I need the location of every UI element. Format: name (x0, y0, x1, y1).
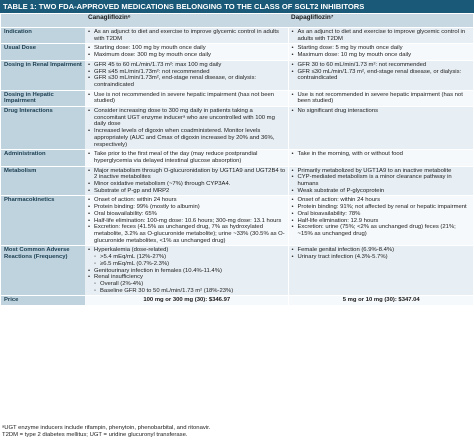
row-label: Pharmacokinetics (1, 196, 85, 246)
row-label: Most Common Adverse Reactions (Frequency) (1, 246, 85, 296)
canagliflozin-cell (85, 246, 288, 296)
header-blank (1, 14, 85, 28)
footnote-abbreviations: T2DM = type 2 diabetes mellitus; UGT = uridine glucuronyl transferase. (2, 432, 188, 438)
bullet-list (292, 247, 472, 260)
list-item: • Urinary tract infection (4.3%-5.7%) (292, 254, 472, 261)
canagliflozin-cell (85, 107, 288, 150)
table-caption: TABLE 1: TWO FDA-APPROVED MEDICATIONS BELONGING TO THE CLASS OF SGLT2 INHIBITORS (0, 0, 474, 13)
list-item: • Maximum dose: 300 mg by mouth once daily (88, 52, 286, 59)
table-row (1, 166, 473, 196)
bullet-list (88, 151, 286, 164)
list-item: • Substrate of P-gp and MRP2 (88, 188, 286, 195)
list-item: • CYP-mediated metabolism is a minor clearance pathway in humans (292, 174, 472, 187)
price-row (1, 296, 473, 306)
list-item: • GFR 30 to 60 mL/min/1.73 m²: not recommended (292, 62, 472, 69)
list-item: • Onset of action: within 24 hours (292, 197, 472, 204)
dapagliflozin-cell (288, 166, 473, 196)
list-item: • Hyperkalemia (dose-related) (88, 247, 286, 254)
list-item: • Excretion: urine (75%; <2% as unchanged drug) feces (21%; ~15% as unchanged drug) (292, 224, 472, 237)
dapagliflozin-cell (288, 107, 473, 150)
list-item: • As an adjunct to diet and exercise to improve glycemic control in adults with T2DM (292, 29, 472, 42)
bullet-list (88, 45, 286, 58)
list-item: • Weak substrate of P-glycoprotein (292, 188, 472, 195)
bullet-list (292, 29, 472, 42)
list-item: • Increased levels of digoxin when coadministered. Monitor levels appropriately (AUC and Cmax of digoxin increased by 20% and 36%, respectively) (88, 128, 286, 148)
canagliflozin-cell (85, 166, 288, 196)
dapagliflozin-price: 5 mg or 10 mg (30): $347.04 (288, 296, 473, 306)
list-item: • Take in the morning, with or without food (292, 151, 472, 158)
row-label: Dosing in Renal Impairment (1, 60, 85, 90)
canagliflozin-cell (85, 60, 288, 90)
list-item: ◦ Baseline GFR 30 to 50 mL/min/1.73 m² (18%-23%) (88, 288, 286, 295)
bullet-list (292, 45, 472, 58)
list-item: • Protein binding: 91%; not affected by renal or hepatic impairment (292, 204, 472, 211)
list-item: ◦ Overall (2%-4%) (88, 281, 286, 288)
list-item: • Minor oxidative metabolism (~7%) through CYP3A4. (88, 181, 286, 188)
dapagliflozin-cell (288, 28, 473, 44)
list-item: • GFR ≤45 mL/min/1.73m²: not recommended (88, 69, 286, 76)
list-item: • Use is not recommended in severe hepatic impairment (has not been studied) (292, 92, 472, 105)
list-item: • Renal insufficiency (88, 274, 286, 281)
list-item: • Use is not recommended in severe hepatic impairment (has not been studied) (88, 92, 286, 105)
row-label: Dosing in Hepatic Impairment (1, 90, 85, 106)
comparison-table (1, 14, 473, 306)
list-item: • As an adjunct to diet and exercise to improve glycemic control in adults with T2DM (88, 29, 286, 42)
table-row (1, 28, 473, 44)
header-dapagliflozin: Dapagliflozin⁷ (288, 14, 473, 28)
footnotes (2, 425, 472, 439)
canagliflozin-cell (85, 150, 288, 166)
row-label: Indication (1, 28, 85, 44)
bullet-list (292, 92, 472, 105)
row-label: Drug Interactions (1, 107, 85, 150)
table-row (1, 90, 473, 106)
canagliflozin-cell (85, 44, 288, 60)
list-item: • GFR ≤30 mL/min/1.73m², end-stage renal disease, or dialysis: contraindicated (88, 75, 286, 88)
dapagliflozin-cell (288, 246, 473, 296)
list-item: • No significant drug interactions (292, 108, 472, 115)
list-item: ◦ ≥6.5 mEq/mL (0.7%-2.3%) (88, 261, 286, 268)
list-item: • Genitourinary infection in females (10.4%-11.4%) (88, 268, 286, 275)
dapagliflozin-cell (288, 44, 473, 60)
list-item: • GFR ≤30 mL/min/1.73 m², end-stage renal disease, or dialysis: contraindicated (292, 69, 472, 82)
list-item: • GFR 45 to 60 mL/min/1.73 m²: max 100 mg daily (88, 62, 286, 69)
list-item: • Female genital infection (6.9%-8.4%) (292, 247, 472, 254)
list-item: • Take prior to the first meal of the day (may reduce postprandial hyperglycemia via delayed intestinal glucose absorption) (88, 151, 286, 164)
canagliflozin-cell (85, 90, 288, 106)
footnote-ugt: ᵃUGT enzyme inducers include rifampin, phenytoin, phenobarbital, and ritonavir. (2, 425, 211, 431)
list-item: ◦ >5.4 mEq/mL (12%-27%) (88, 254, 286, 261)
table-row (1, 150, 473, 166)
table-row (1, 60, 473, 90)
header-row (1, 14, 473, 28)
list-item: • Oral bioavailability: 78% (292, 211, 472, 218)
price-label: Price (1, 296, 85, 306)
bullet-list (88, 197, 286, 244)
dapagliflozin-cell (288, 150, 473, 166)
list-item: • Starting dose: 100 mg by mouth once daily (88, 45, 286, 52)
bullet-list (88, 62, 286, 89)
table-row (1, 107, 473, 150)
bullet-list (88, 247, 286, 294)
canagliflozin-cell (85, 196, 288, 246)
list-item: • Maximum dose: 10 mg by mouth once daily (292, 52, 472, 59)
list-item: • Starting dose: 5 mg by mouth once daily (292, 45, 472, 52)
list-item: • Half-life elimination: 12.9 hours (292, 218, 472, 225)
list-item: • Half-life elimination: 100-mg dose: 10.6 hours; 300-mg dose: 13.1 hours (88, 218, 286, 225)
row-label: Usual Dose (1, 44, 85, 60)
dapagliflozin-cell (288, 196, 473, 246)
table-body (1, 28, 473, 306)
canagliflozin-price: 100 mg or 300 mg (30): $346.97 (85, 296, 288, 306)
list-item: • Protein binding: 99% (mostly to albumin) (88, 204, 286, 211)
canagliflozin-cell (85, 28, 288, 44)
bullet-list (88, 108, 286, 148)
bullet-list (292, 197, 472, 237)
list-item: • Oral bioavailability: 65% (88, 211, 286, 218)
bullet-list (88, 92, 286, 105)
dapagliflozin-cell (288, 60, 473, 90)
table-row (1, 246, 473, 296)
row-label: Metabolism (1, 166, 85, 196)
table-row (1, 44, 473, 60)
bullet-list (292, 151, 472, 158)
bullet-list (88, 29, 286, 42)
bullet-list (88, 168, 286, 195)
bullet-list (292, 108, 472, 115)
header-canagliflozin: Canagliflozin⁶ (85, 14, 288, 28)
table-row (1, 196, 473, 246)
list-item: • Major metabolism through O-glucuronidation by UGT1A9 and UGT2B4 to 2 inactive metabolites (88, 168, 286, 181)
list-item: • Consider increasing dose to 300 mg daily in patients taking a concomitant UGT enzyme inducerᵃ who are uncontrolled with 100 mg daily dose (88, 108, 286, 128)
bullet-list (292, 168, 472, 195)
dapagliflozin-cell (288, 90, 473, 106)
bullet-list (292, 62, 472, 82)
list-item: • Excretion: feces (41.5% as unchanged drug, 7% as hydroxylated metabolite, 3.2% as O-glucuronide metabolite); urine ~33% (30.5% as O-glucuronide metabolites, <1% as unchanged drug) (88, 224, 286, 244)
list-item: • Onset of action: within 24 hours (88, 197, 286, 204)
list-item: • Primarily metabolized by UGT1A9 to an inactive metabolite (292, 168, 472, 175)
row-label: Administration (1, 150, 85, 166)
